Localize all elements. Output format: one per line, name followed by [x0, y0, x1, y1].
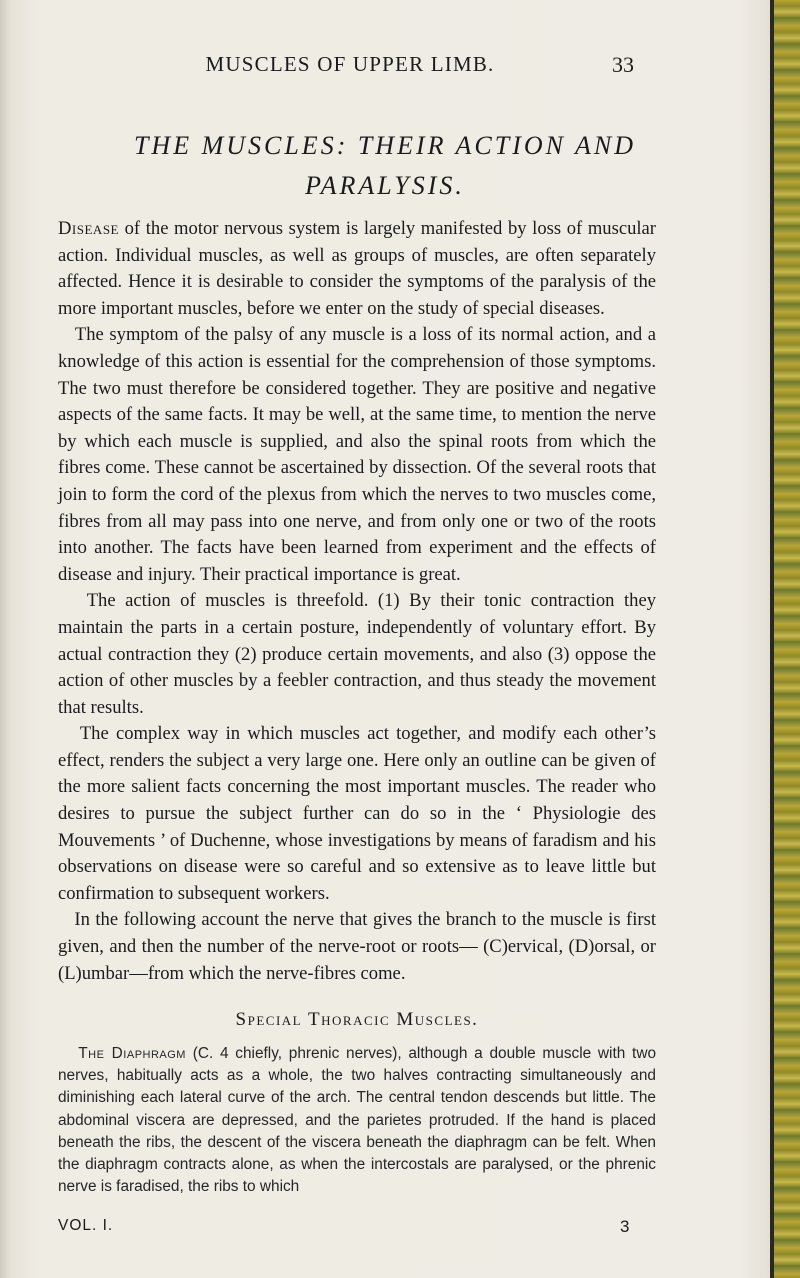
paragraph: [58, 322, 656, 588]
volume-marker: VOL. I.: [58, 1217, 114, 1234]
running-head: MUSCLES OF UPPER LIMB.: [205, 52, 495, 76]
chapter-title-line-2: PARALYSIS.: [305, 171, 465, 200]
signature-mark: 3: [620, 1217, 630, 1236]
paragraph-text: The action of muscles is threefold. (1) By their tonic contraction they maintain the parts in a certain posture, independently of voluntary effort. By actual contraction they (2) produce certain movements, and also (3) oppose the action of other muscles by a feebler contraction, and thus steady the movement that results.: [58, 590, 656, 718]
body-text: [58, 216, 656, 987]
paragraph: [58, 907, 656, 987]
book-edge-binding: [770, 0, 800, 1278]
paragraph-lead: Disease: [58, 218, 119, 239]
paragraph-text: In the following account the nerve that gives the branch to the muscle is first given, and then the number of the nerve-root or roots— (C)ervical, (D)orsal, or (L)umbar—from which the nerve-fibres come.: [58, 909, 656, 984]
paragraph-text: The complex way in which muscles act together, and modify each other’s effect, renders the subject a very large one. Here only an outline can be given of the more salient facts concerning the most important muscles. The reader who desires to pursue the subject further can do so in the ‘ Physiologie des Mouvements ’ of Duchenne, whose investigations by means of faradism and his observations on disease were so careful and so extensive as to leave little but confirmation to subsequent workers.: [58, 723, 656, 904]
small-print-text: [58, 1043, 656, 1198]
paragraph-text: of the motor nervous system is largely manifested by loss of muscular action. Individual muscles, as well as groups of muscles, are often separately affected. Hence it is desirable to consider the symptoms of the paralysis of the more important muscles, before we enter on the study of special diseases.: [58, 218, 656, 319]
paragraph-text: The symptom of the palsy of any muscle is a loss of its normal action, and a knowledge of this action is essential for the comprehension of those symptoms. The two must therefore be considered together. They are positive and negative aspects of the same facts. It may be well, at the same time, to mention the nerve by which each muscle is supplied, and also the spinal roots from which the fibres come. These cannot be ascertained by dissection. Of the several roots that join to form the cord of the plexus from which the nerves to two muscles come, fibres from all may pass into one nerve, and from only one or two of the roots into another. The facts have been learned from experiment and the effects of disease and injury. Their practical importance is great.: [58, 324, 656, 585]
paragraph-lead: The Diaphragm: [78, 1045, 186, 1062]
paragraph: [58, 216, 656, 322]
chapter-title-line-1: THE MUSCLES: THEIR ACTION AND: [133, 131, 637, 160]
section-heading: Special Thoracic Muscles.: [235, 1009, 479, 1030]
paragraph: [58, 1043, 656, 1198]
paragraph: [58, 588, 656, 721]
page-number: 33: [612, 52, 634, 77]
paragraph-text: (C. 4 chiefly, phrenic nerves), although a double muscle with two nerves, habitually acts as a whole, the two halves contracting simultaneously and diminishing each lateral curve of the arch. The central tendon descends but little. The abdominal viscera are depressed, and the parietes protruded. If the hand is placed beneath the ribs, the descent of the viscera beneath the diaphragm can be felt. When the diaphragm contracts alone, as when the intercostals are paralysed, or the phrenic nerve is faradised, the ribs to which: [58, 1045, 657, 1196]
paragraph: [58, 721, 656, 907]
